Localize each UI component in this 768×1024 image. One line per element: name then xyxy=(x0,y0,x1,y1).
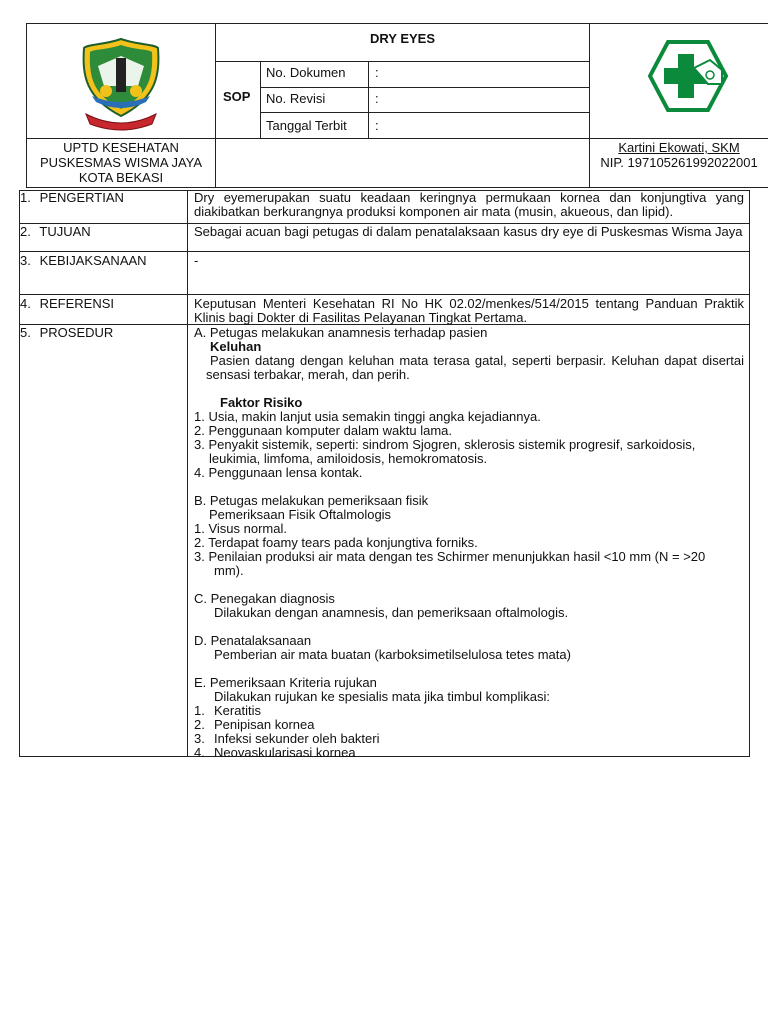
prosedur-b-title: B. Petugas melakukan pemeriksaan fisik xyxy=(194,493,429,508)
prosedur-c-text: Dilakukan dengan anamnesis, dan pemeriksaan oftalmologis. xyxy=(214,605,569,620)
pemeriksaan-item: 2. Terdapat foamy tears pada konjungtiva forniks. xyxy=(194,535,478,550)
section-label-kebijaksanaan: 3. KEBIJAKSANAAN xyxy=(20,253,147,268)
org-line-1: UPTD KESEHATAN xyxy=(63,140,179,155)
rujukan-item: 1. Keratitis xyxy=(194,703,261,718)
pemeriksaan-item: 3. Penilaian produksi air mata dengan tes Schirmer menunjukkan hasil <10 mm (N = >20 xyxy=(194,549,706,564)
tujuan-text: Sebagai acuan bagi petugas di dalam penatalaksaan kasus dry eye di Puskesmas Wisma Jaya xyxy=(194,224,743,239)
prosedur-c-title: C. Penegakan diagnosis xyxy=(194,591,335,606)
prosedur-content xyxy=(194,326,744,760)
field-value-no-revisi: : xyxy=(375,91,379,106)
keluhan-title: Keluhan xyxy=(210,339,262,354)
section-label-pengertian: 1. PENGERTIAN xyxy=(20,190,124,205)
faktor-item: 4. Penggunaan lensa kontak. xyxy=(194,465,363,480)
field-label-tanggal-terbit: Tanggal Terbit xyxy=(266,118,347,133)
pengertian-text: Dry eyemerupakan suatu keadaan keringnya permukaan kornea dan konjungtiva yang diakibatkan berkurangnya produksi komponen air mata (musin, akueous, dan lipid). xyxy=(194,190,744,219)
signer-block xyxy=(590,140,768,170)
faktor-item: leukimia, limfoma, amiloidosis, hemokromatosis. xyxy=(209,451,488,466)
keluhan-text: Pasien datang dengan keluhan mata terasa gatal, seperti berpasir. Keluhan dapat disertai sensasi terbakar, merah, dan perih. xyxy=(206,353,744,382)
faktor-item: 1. Usia, makin lanjut usia semakin tinggi angka kejadiannya. xyxy=(194,409,541,424)
field-label-no-dokumen: No. Dokumen xyxy=(266,65,346,80)
org-line-2: PUSKESMAS WISMA JAYA xyxy=(39,155,203,170)
organization-name xyxy=(27,140,215,185)
signer-name: Kartini Ekowati, SKM xyxy=(618,140,740,155)
prosedur-d-title: D. Penatalaksanaan xyxy=(194,633,312,648)
section-label-tujuan: 2. TUJUAN xyxy=(20,224,91,239)
rujukan-item: 2. Penipisan kornea xyxy=(194,717,315,732)
prosedur-d-text: Pemberian air mata buatan (karboksimetilselulosa tetes mata) xyxy=(214,647,571,662)
kota-bekasi-emblem-icon xyxy=(76,36,166,134)
faktor-item: 2. Penggunaan komputer dalam waktu lama. xyxy=(194,423,452,438)
rujukan-item: 4. Neovaskularisasi kornea xyxy=(194,745,356,760)
field-value-tanggal-terbit: : xyxy=(375,118,379,133)
kebijaksanaan-text: - xyxy=(194,253,199,268)
section-label-prosedur: 5. PROSEDUR xyxy=(20,325,114,340)
rujukan-item: 3. Infeksi sekunder oleh bakteri xyxy=(194,731,380,746)
field-value-no-dokumen: : xyxy=(375,65,379,80)
puskesmas-logo-icon xyxy=(648,40,728,112)
referensi-text: Keputusan Menteri Kesehatan RI No HK 02.02/menkes/514/2015 tentang Panduan Praktik Klinis bagi Dokter di Fasilitas Pelayanan Tingkat Pertama. xyxy=(194,296,744,325)
document-title: DRY EYES xyxy=(369,31,436,46)
faktor-item: 3. Penyakit sistemik, seperti: sindrom Sjogren, sklerosis sistemik progresif, sarkoidosis, xyxy=(194,437,696,452)
prosedur-b-subtitle: Pemeriksaan Fisik Oftalmologis xyxy=(209,507,392,522)
faktor-risiko-title: Faktor Risiko xyxy=(220,395,303,410)
prosedur-e-title: E. Pemeriksaan Kriteria rujukan xyxy=(194,675,377,690)
prosedur-a-title: A. Petugas melakukan anamnesis terhadap pasien xyxy=(194,325,488,340)
field-label-no-revisi: No. Revisi xyxy=(266,91,326,106)
pemeriksaan-item: 1. Visus normal. xyxy=(194,521,287,536)
signer-nip: NIP. 197105261992022001 xyxy=(600,155,758,170)
org-line-3: KOTA BEKASI xyxy=(78,170,164,185)
section-label-referensi: 4. REFERENSI xyxy=(20,296,115,311)
pemeriksaan-item: mm). xyxy=(214,563,244,578)
sop-label: SOP xyxy=(223,89,251,104)
prosedur-e-text: Dilakukan rujukan ke spesialis mata jika timbul komplikasi: xyxy=(214,689,550,704)
